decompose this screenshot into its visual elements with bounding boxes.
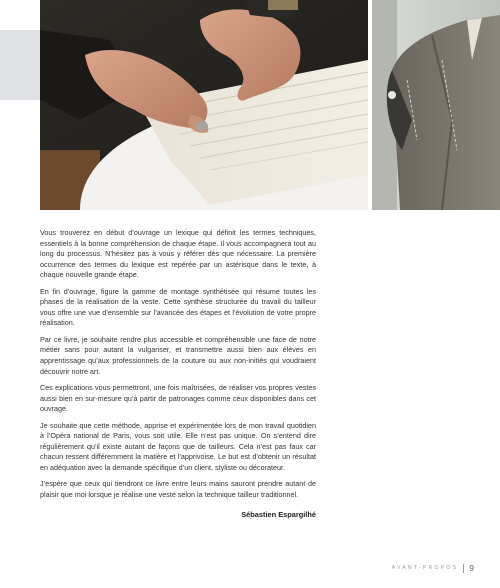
author-signature: Sébastien Espargilhé — [241, 510, 316, 519]
jacket-mannequin-photo — [372, 0, 500, 210]
paragraph: En fin d’ouvrage, figure la gamme de montage synthétisée qui résume toutes les phases de la réalisation de la veste. Cette synthèse structurée du travail du tailleur vous offre une vue d’ensemble sur l’avancée des étapes et l’évolution de votre propre réalisation. — [40, 286, 316, 328]
paragraph: Vous trouverez en début d’ouvrage un lexique qui définit les termes techniques, essentiels à la bonne compréhension de chaque étape. Il vous accompagnera tout au long du processus. N’hésitez pas à vous y référer dès que nécessaire. La première occurrence des termes du lexique est repérée par un astérisque dans le texte, à chaque nouvelle grande étape. — [40, 228, 316, 280]
paragraph: Par ce livre, je souhaite rendre plus accessible et compréhensible une face de notre métier sans pour autant la vulgariser, et transmettre aussi bien aux élèves en apprentissage qu’aux professionnels de la couture ou aux non-initiés qui voudraient découvrir notre art. — [40, 334, 316, 376]
tailor-hands-photo — [40, 0, 368, 210]
body-text — [40, 228, 316, 507]
page-footer — [392, 563, 474, 573]
decorative-gray-tab — [0, 30, 40, 100]
page-number: 9 — [469, 563, 474, 573]
paragraph: Ces explications vous permettront, une fois maîtrisées, de réaliser vos propres vestes aussi bien en sur-mesure qu’à partir de patronages comme ceux disponibles dans cet ouvrage. — [40, 383, 316, 414]
paragraph: Je souhaite que cette méthode, apprise et expérimentée lors de mon travail quotidien à l’Opéra national de Paris, vous soit utile. Elle n’est pas unique. On s’entend dire régulièrement qu’il existe autant de façons que de tailleurs. Cela n’est pas faux car chacun ressent différemment la matière et l’apprivoise. Le but est d’obtenir un résultat en adéquation avec la demande spécifique d’un client, styliste ou décorateur. — [40, 420, 316, 472]
footer-divider — [463, 564, 464, 573]
paragraph: J’espère que ceux qui tiendront ce livre entre leurs mains sauront prendre autant de plaisir que moi lorsque je réalise une veste selon la technique tailleur traditionnel. — [40, 479, 316, 500]
section-label: AVANT-PROPOS — [391, 565, 459, 571]
